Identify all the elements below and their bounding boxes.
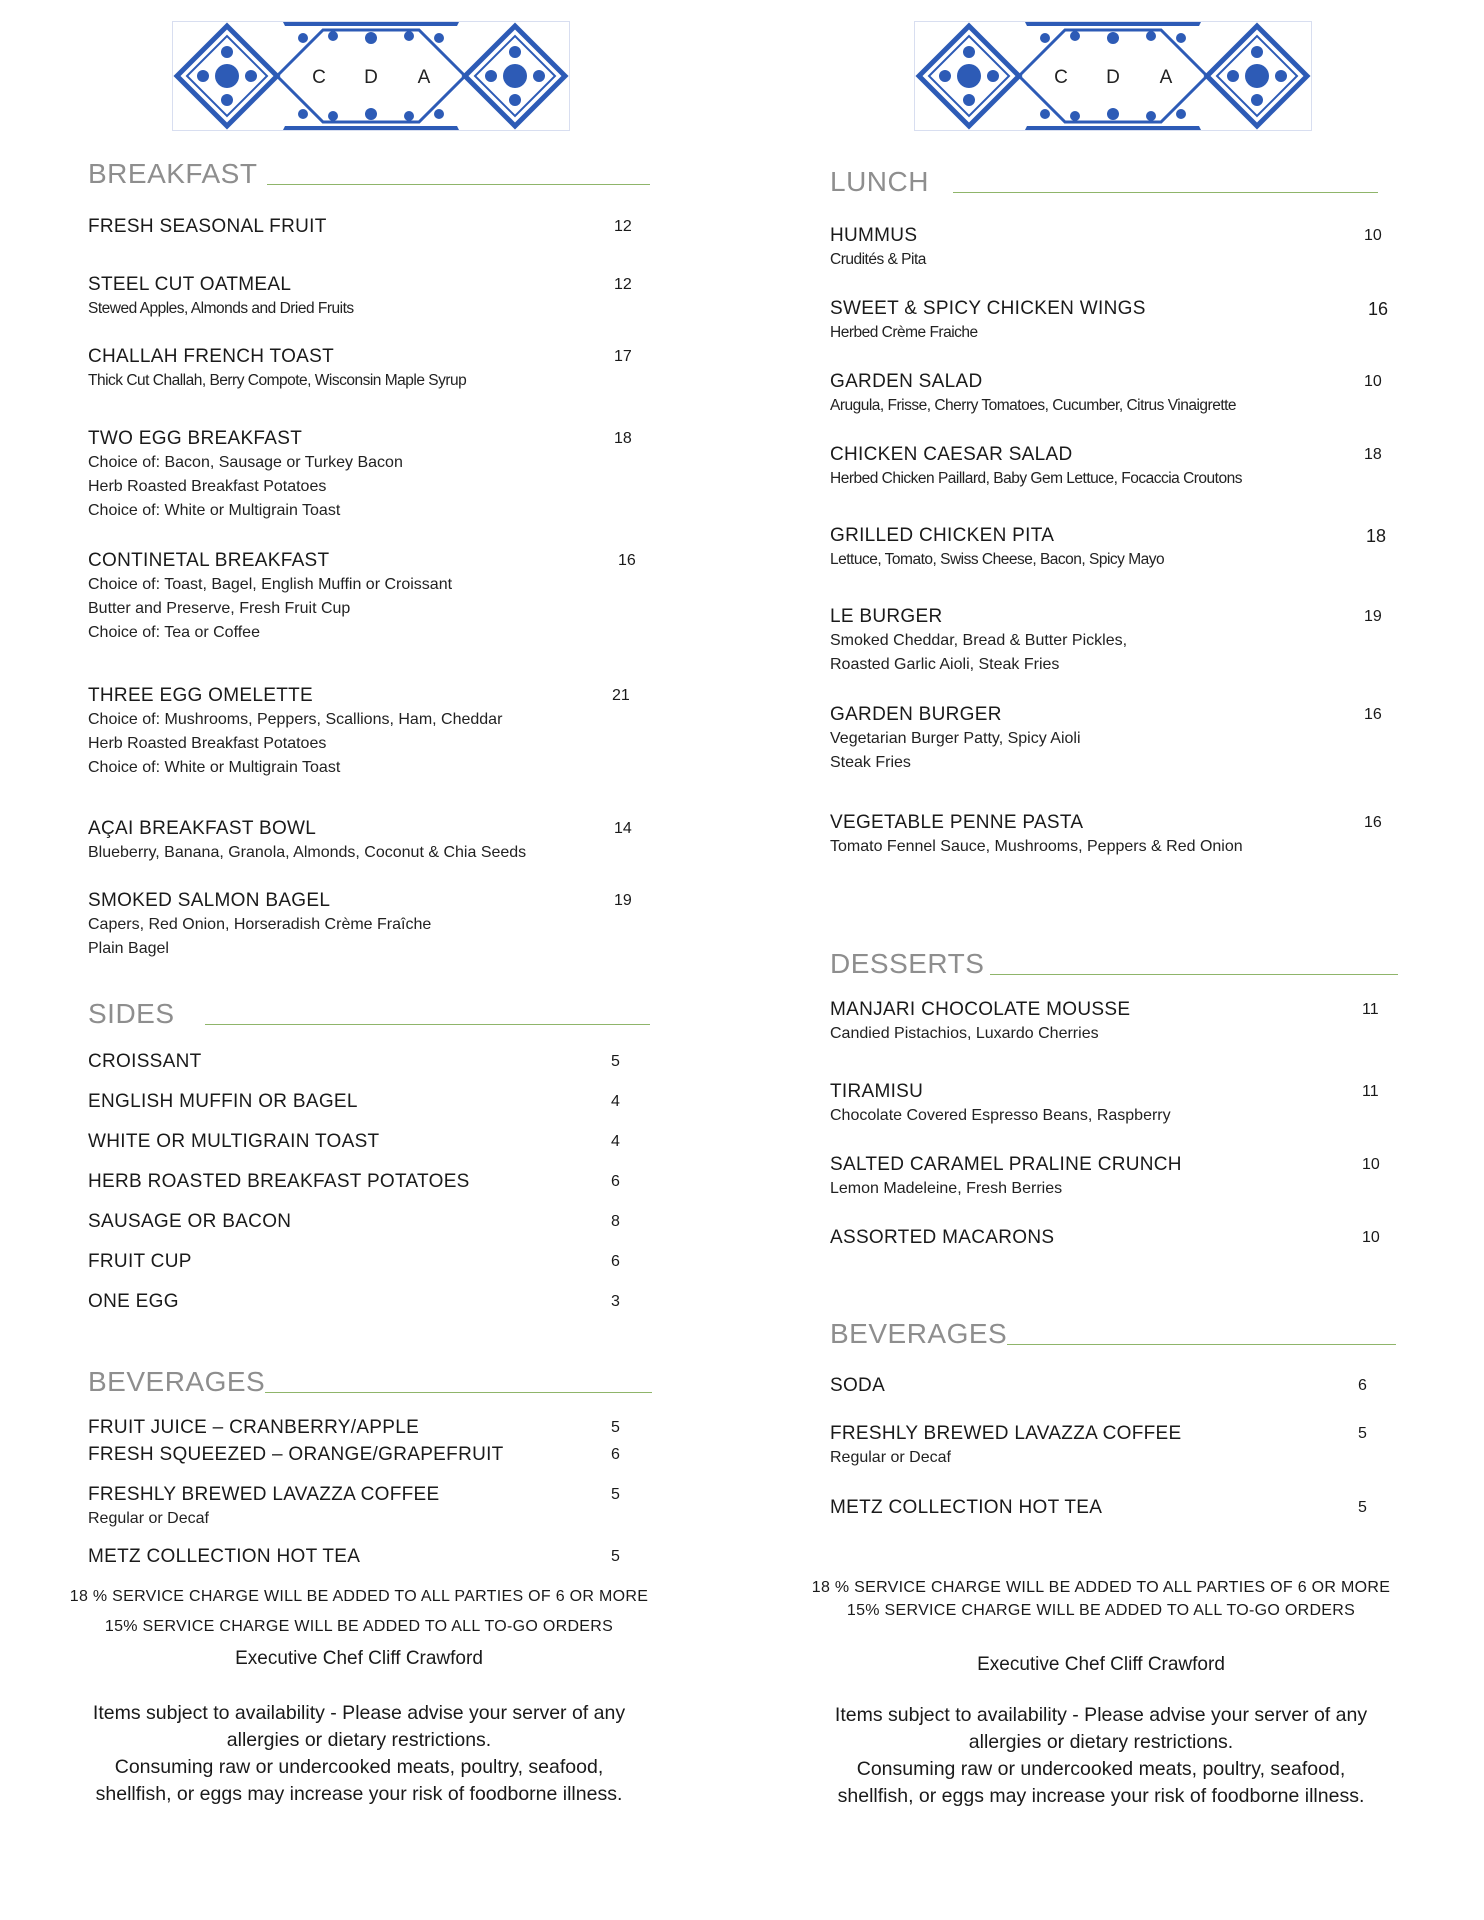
item-name: TWO EGG BREAKFAST — [88, 428, 303, 449]
menu-item — [830, 703, 1390, 775]
dessert-item — [830, 1080, 1390, 1128]
item-description: Crudités & Pita — [830, 251, 926, 268]
menu-item — [830, 524, 1390, 572]
beverages-rule — [1007, 1344, 1396, 1345]
tile-pattern-icon — [173, 22, 569, 130]
item-name: METZ COLLECTION HOT TEA — [830, 1497, 1103, 1518]
item-name: AÇAI BREAKFAST BOWL — [88, 818, 317, 839]
beverages-title: BEVERAGES — [88, 1366, 266, 1397]
logo-letter-d: D — [1106, 67, 1120, 88]
desserts-heading — [830, 950, 1398, 978]
item-description: Choice of: Bacon, Sausage or Turkey Bacon — [88, 454, 403, 471]
item-price: 16 — [1364, 706, 1382, 723]
item-price: 12 — [614, 276, 632, 293]
menu-item — [830, 811, 1390, 859]
desserts-rule — [990, 974, 1398, 975]
item-name: METZ COLLECTION HOT TEA — [88, 1546, 361, 1567]
allergy-advisory-line: Consuming raw or undercooked meats, poultry, seafood, — [856, 1758, 1346, 1780]
item-price: 11 — [1362, 1083, 1379, 1100]
item-description: Lemon Madeleine, Fresh Berries — [830, 1180, 1063, 1197]
item-description: Roasted Garlic Aioli, Steak Fries — [830, 656, 1060, 673]
item-name: LE BURGER — [830, 606, 943, 627]
item-price: 10 — [1362, 1229, 1380, 1246]
item-description: Regular or Decaf — [88, 1510, 209, 1527]
sides-rule — [205, 1024, 650, 1025]
logo-letter-d: D — [364, 67, 378, 88]
logo-letter-c: C — [1054, 67, 1068, 88]
beverage-item — [830, 1496, 1390, 1520]
item-name: VEGETABLE PENNE PASTA — [830, 812, 1084, 833]
beverage-item — [88, 1443, 648, 1467]
item-price: 14 — [614, 820, 632, 837]
item-description: Capers, Red Onion, Horseradish Crème Fraîche — [88, 916, 432, 933]
item-description: Choice of: Tea or Coffee — [88, 624, 260, 641]
side-item — [88, 1050, 648, 1074]
item-description: Herb Roasted Breakfast Potatoes — [88, 478, 327, 495]
item-name: GARDEN BURGER — [830, 704, 1002, 725]
beverages-rule — [265, 1392, 652, 1393]
menu-item — [88, 684, 648, 780]
right-menu-page — [742, 0, 1484, 1920]
cda-logo — [172, 21, 570, 131]
item-price: 16 — [1368, 299, 1389, 319]
item-name: FRESHLY BREWED LAVAZZA COFFEE — [830, 1423, 1182, 1444]
item-name: CHALLAH FRENCH TOAST — [88, 346, 335, 367]
item-description: Herb Roasted Breakfast Potatoes — [88, 735, 327, 752]
sides-heading — [88, 1000, 650, 1028]
item-price: 19 — [1364, 608, 1382, 625]
item-name: FRESH SQUEEZED – ORANGE/GRAPEFRUIT — [88, 1444, 504, 1465]
beverage-item — [830, 1374, 1390, 1398]
item-price: 5 — [1358, 1499, 1367, 1516]
item-description: Butter and Preserve, Fresh Fruit Cup — [88, 600, 351, 617]
service-charge-note: 18 % SERVICE CHARGE WILL BE ADDED TO ALL PARTIES OF 6 OR MORE — [69, 1588, 649, 1605]
item-name: FRESHLY BREWED LAVAZZA COFFEE — [88, 1484, 440, 1505]
menu-item — [88, 215, 648, 239]
item-price: 5 — [611, 1053, 620, 1070]
side-item — [88, 1210, 648, 1234]
item-name: SMOKED SALMON BAGEL — [88, 890, 331, 911]
item-price: 6 — [611, 1446, 620, 1463]
beverage-item — [88, 1416, 648, 1440]
menu-item — [830, 224, 1390, 272]
executive-chef: Executive Chef Cliff Crawford — [235, 1648, 483, 1669]
dessert-item — [830, 1153, 1390, 1201]
item-name: SWEET & SPICY CHICKEN WINGS — [830, 298, 1146, 319]
item-price: 18 — [1364, 446, 1382, 463]
allergy-advisory-line: Items subject to availability - Please advise your server of any — [834, 1704, 1368, 1726]
menu-item — [88, 549, 648, 645]
item-name: HERB ROASTED BREAKFAST POTATOES — [88, 1171, 470, 1192]
item-name: TIRAMISU — [830, 1081, 924, 1102]
menu-item — [88, 345, 648, 393]
lunch-heading — [830, 168, 1378, 196]
item-price: 6 — [1358, 1377, 1367, 1394]
item-name: STEEL CUT OATMEAL — [88, 274, 292, 295]
lunch-title: LUNCH — [830, 166, 929, 197]
item-name: WHITE OR MULTIGRAIN TOAST — [88, 1131, 380, 1152]
menu-item — [830, 443, 1390, 491]
allergy-advisory-line: allergies or dietary restrictions. — [226, 1729, 492, 1751]
item-name: FRESH SEASONAL FRUIT — [88, 216, 327, 237]
executive-chef: Executive Chef Cliff Crawford — [977, 1654, 1225, 1675]
item-price: 5 — [611, 1486, 620, 1503]
lunch-rule — [953, 192, 1378, 193]
item-price: 18 — [1366, 526, 1387, 546]
item-price: 4 — [611, 1093, 620, 1110]
item-description: Choice of: White or Multigrain Toast — [88, 502, 341, 519]
item-price: 5 — [611, 1419, 620, 1436]
item-price: 16 — [1364, 814, 1382, 831]
item-description: Herbed Chicken Paillard, Baby Gem Lettuce, Focaccia Croutons — [830, 470, 1242, 487]
menu-item — [88, 273, 648, 321]
item-name: THREE EGG OMELETTE — [88, 685, 313, 706]
item-description: Vegetarian Burger Patty, Spicy Aioli — [830, 730, 1081, 747]
beverages-heading — [88, 1368, 652, 1396]
item-description: Regular or Decaf — [830, 1449, 951, 1466]
item-description: Choice of: White or Multigrain Toast — [88, 759, 341, 776]
allergy-advisory-line: allergies or dietary restrictions. — [968, 1731, 1234, 1753]
item-name: ASSORTED MACARONS — [830, 1227, 1055, 1248]
item-description: Choice of: Mushrooms, Peppers, Scallions, Ham, Cheddar — [88, 711, 503, 728]
item-name: SAUSAGE OR BACON — [88, 1211, 292, 1232]
item-price: 3 — [611, 1293, 620, 1310]
breakfast-title: BREAKFAST — [88, 158, 258, 189]
breakfast-heading — [88, 160, 650, 188]
dessert-item — [830, 998, 1390, 1046]
item-price: 4 — [611, 1133, 620, 1150]
cda-logo — [914, 21, 1312, 131]
item-price: 6 — [611, 1253, 620, 1270]
item-name: ENGLISH MUFFIN OR BAGEL — [88, 1091, 358, 1112]
allergy-advisory-line: shellfish, or eggs may increase your risk of foodborne illness. — [95, 1783, 623, 1805]
side-item — [88, 1130, 648, 1154]
side-item — [88, 1170, 648, 1194]
item-price: 11 — [1362, 1001, 1379, 1018]
item-description: Choice of: Toast, Bagel, English Muffin or Croissant — [88, 576, 453, 593]
logo-letter-a: A — [1159, 67, 1173, 88]
item-price: 16 — [618, 552, 636, 569]
item-name: MANJARI CHOCOLATE MOUSSE — [830, 999, 1131, 1020]
item-description: Lettuce, Tomato, Swiss Cheese, Bacon, Spicy Mayo — [830, 551, 1165, 568]
item-description: Tomato Fennel Sauce, Mushrooms, Peppers & Red Onion — [830, 838, 1243, 855]
side-item — [88, 1090, 648, 1114]
item-price: 10 — [1364, 373, 1382, 390]
service-charge-note: 18 % SERVICE CHARGE WILL BE ADDED TO ALL PARTIES OF 6 OR MORE — [811, 1579, 1391, 1596]
item-name: ONE EGG — [88, 1291, 179, 1312]
item-description: Candied Pistachios, Luxardo Cherries — [830, 1025, 1099, 1042]
menu-item — [88, 889, 648, 961]
item-name: CROISSANT — [88, 1051, 202, 1072]
togo-charge-note: 15% SERVICE CHARGE WILL BE ADDED TO ALL TO-GO ORDERS — [104, 1618, 614, 1635]
item-description: Smoked Cheddar, Bread & Butter Pickles, — [830, 632, 1128, 649]
item-price: 17 — [614, 348, 632, 365]
item-price: 10 — [1364, 227, 1382, 244]
sides-title: SIDES — [88, 998, 175, 1029]
item-price: 8 — [611, 1213, 620, 1230]
item-description: Herbed Crème Fraiche — [830, 324, 978, 341]
item-name: CHICKEN CAESAR SALAD — [830, 444, 1073, 465]
item-description: Arugula, Frisse, Cherry Tomatoes, Cucumber, Citrus Vinaigrette — [830, 397, 1237, 414]
item-name: FRUIT CUP — [88, 1251, 192, 1272]
side-item — [88, 1250, 648, 1274]
item-description: Blueberry, Banana, Granola, Almonds, Coconut & Chia Seeds — [88, 844, 527, 861]
beverage-item — [88, 1545, 648, 1569]
item-name: SALTED CARAMEL PRALINE CRUNCH — [830, 1154, 1182, 1175]
desserts-title: DESSERTS — [830, 948, 985, 979]
item-name: SODA — [830, 1375, 886, 1396]
item-price: 18 — [614, 430, 632, 447]
item-name: GRILLED CHICKEN PITA — [830, 525, 1055, 546]
beverages-heading — [830, 1320, 1396, 1348]
beverage-item — [830, 1422, 1390, 1470]
logo-letter-a: A — [417, 67, 431, 88]
togo-charge-note: 15% SERVICE CHARGE WILL BE ADDED TO ALL TO-GO ORDERS — [846, 1602, 1356, 1619]
breakfast-rule — [267, 184, 650, 185]
item-description: Chocolate Covered Espresso Beans, Raspberry — [830, 1107, 1171, 1124]
menu-item — [88, 817, 648, 865]
item-price: 12 — [614, 218, 632, 235]
beverages-title: BEVERAGES — [830, 1318, 1008, 1349]
item-name: GARDEN SALAD — [830, 371, 983, 392]
item-description: Thick Cut Challah, Berry Compote, Wisconsin Maple Syrup — [88, 372, 467, 389]
allergy-advisory-line: shellfish, or eggs may increase your risk of foodborne illness. — [837, 1785, 1365, 1807]
item-price: 21 — [612, 687, 630, 704]
allergy-advisory-line: Consuming raw or undercooked meats, poultry, seafood, — [114, 1756, 604, 1778]
item-description: Stewed Apples, Almonds and Dried Fruits — [88, 300, 354, 317]
logo-letter-c: C — [312, 67, 326, 88]
allergy-advisory-line: Items subject to availability - Please advise your server of any — [92, 1702, 626, 1724]
item-price: 5 — [611, 1548, 620, 1565]
item-price: 5 — [1358, 1425, 1367, 1442]
menu-item — [88, 427, 648, 523]
menu-item — [830, 297, 1390, 345]
item-description: Steak Fries — [830, 754, 911, 771]
menu-item — [830, 370, 1390, 418]
side-item — [88, 1290, 648, 1314]
dessert-item — [830, 1226, 1390, 1250]
beverage-item — [88, 1483, 648, 1531]
item-price: 19 — [614, 892, 632, 909]
item-description: Plain Bagel — [88, 940, 169, 957]
item-name: HUMMUS — [830, 225, 918, 246]
tile-pattern-icon — [915, 22, 1311, 130]
item-price: 6 — [611, 1173, 620, 1190]
item-name: FRUIT JUICE – CRANBERRY/APPLE — [88, 1417, 420, 1438]
item-name: CONTINETAL BREAKFAST — [88, 550, 330, 571]
item-price: 10 — [1362, 1156, 1380, 1173]
menu-item — [830, 605, 1390, 677]
